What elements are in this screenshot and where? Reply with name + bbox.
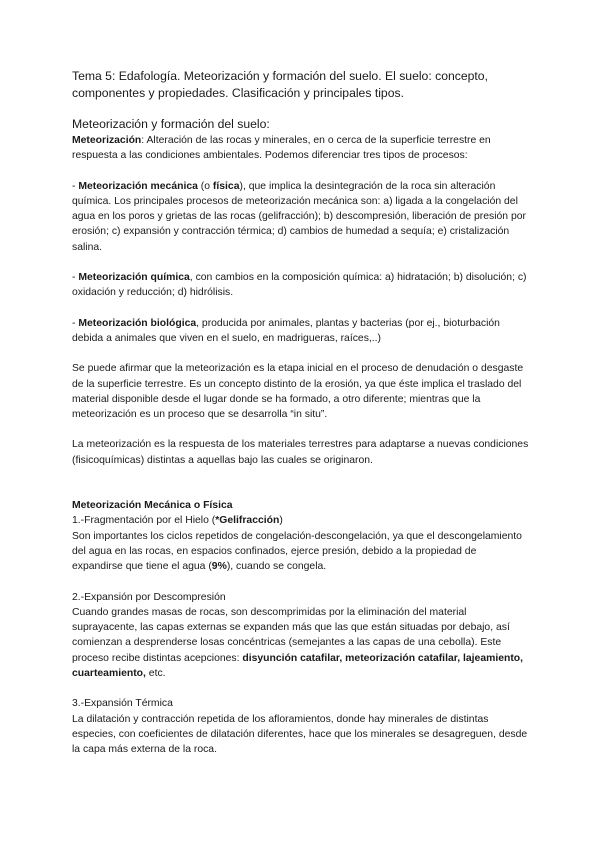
biologica-paragraph (72, 316, 530, 347)
item1-text-bold: 9% (211, 561, 227, 573)
respuesta-paragraph: La meteorización es la respuesta de los materiales terrestres para adaptarse a nuevas condiciones (fisicoquímicas) distintas a aquellas bajo las cuales se originaron. (72, 439, 529, 466)
intro-paragraph (72, 133, 530, 164)
item2-text-body: Cuando grandes masas de rocas, son descomprimidas por la eliminación del material suprayacente, las capas externas se expanden más que las que están situadas por debajo, así comienzan a desprenderse losas concéntricas (semejantes a las capas de una cebolla). Este proceso recibe distintas acepciones: (72, 606, 510, 664)
item1-text (72, 529, 530, 575)
quimica-term: Meteorización química (78, 272, 190, 284)
item1-heading-prefix: 1.-Fragmentación por el Hielo ( (72, 515, 216, 527)
document-page (72, 68, 530, 758)
item1-text-a: Son importantes los ciclos repetidos de congelación-descongelación, ya que el descongelamiento del agua en las rocas, en espacios confinados, ejerce presión, debido a la propiedad de expandirse que tiene el agua ( (72, 530, 522, 573)
mecanica-paragraph (72, 179, 530, 255)
item1-heading-bold: *Gelifracción (215, 515, 280, 527)
mecanica-text: ), que implica la desintegración de la roca sin alteración química. Los principales procesos de meteorización mecánica son: a) ligada a la congelación del agua en los poros y grietas de las rocas (gelifracción); b) descompresión, liberación de presión por erosión; c) expansión y contracción térmica; d) cambios de humedad a sequía; e) cristalización salina. (72, 180, 526, 253)
intro-text: : Alteración de las rocas y minerales, en o cerca de la superficie terrestre en respuesta a las condiciones ambientales. Podemos diferenciar tres tipos de procesos: (72, 135, 491, 162)
item3-text: La dilatación y contracción repetida de los afloramientos, donde hay minerales de distintas especies, con coeficientes de dilatación diferentes, hace que los minerales se desagreguen, desde la capa más externa de la roca. (72, 713, 528, 756)
section-heading: Meteorización y formación del suelo: (72, 117, 270, 131)
mecanica-term: Meteorización mecánica (78, 180, 198, 192)
item2-text (72, 605, 530, 681)
biologica-text: , producida por animales, plantas y bacterias (por ej., bioturbación debida a animales que viven en el suelo, en madrigueras, raíces,..) (72, 317, 500, 344)
quimica-prefix: - (72, 272, 79, 284)
item1-heading (72, 513, 530, 528)
biologica-prefix: - (72, 317, 79, 329)
mecanica-heading-text: Meteorización Mecánica o Física (72, 500, 233, 512)
item1-text-b: ), cuando se congela. (226, 561, 327, 573)
biologica-term: Meteorización biológica (78, 317, 197, 329)
item3-heading: 3.-Expansión Térmica (72, 698, 173, 710)
item1-heading-suffix: ) (279, 515, 283, 527)
mecanica-prefix: - (72, 180, 79, 192)
quimica-text: , con cambios en la composición química: a) hidratación; b) disolución; c) oxidación y reducción; d) hidrólisis. (72, 272, 527, 299)
erosion-paragraph: Se puede afirmar que la meteorización es la etapa inicial en el proceso de denudación o desgaste de la superficie terrestre. Es un concepto distinto de la erosión, ya que éste implica el traslado del material disponible desde el lugar donde se ha formado, a otro diferente; mientras que la meteorización es un proceso que se desarrolla “in situ”. (72, 363, 524, 421)
quimica-paragraph (72, 270, 530, 301)
item2-suffix: etc. (145, 668, 166, 680)
mecanica-mid: (o (197, 180, 213, 192)
document-title: Tema 5: Edafología. Meteorización y formación del suelo. El suelo: concepto, componentes y propiedades. Clasificación y principales tipos. (72, 69, 488, 100)
mecanica-heading (72, 498, 530, 513)
item2-terms: disyunción catafilar, meteorización catafilar, lajeamiento, cuarteamiento, (72, 652, 524, 680)
mecanica-term2: física (212, 180, 240, 192)
intro-term: Meteorización (72, 135, 142, 146)
item2-heading: 2.-Expansión por Descompresión (72, 591, 226, 603)
